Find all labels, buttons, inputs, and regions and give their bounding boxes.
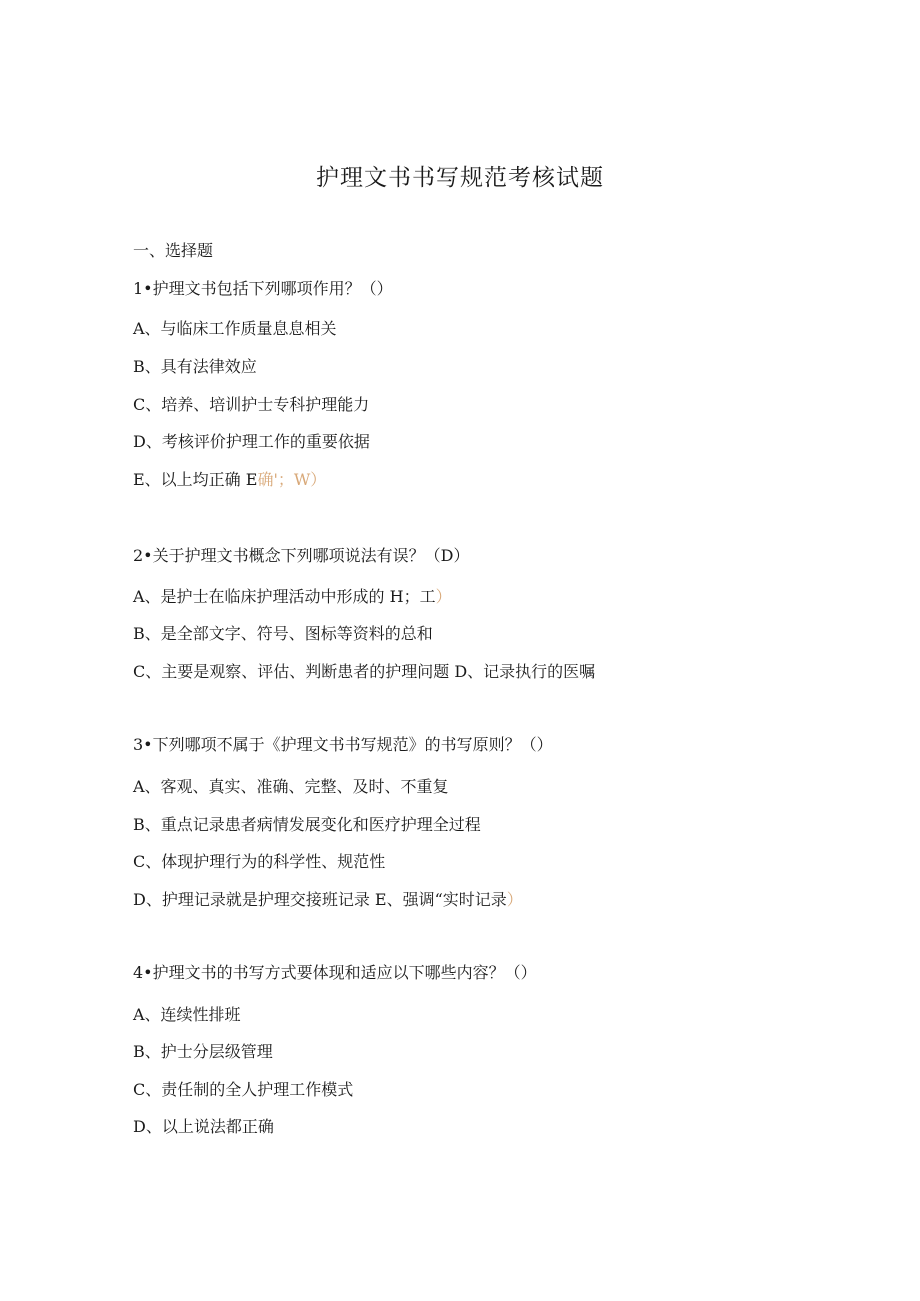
question-3-option-d — [133, 889, 523, 911]
question-2-option-b: B、是全部文字、符号、图标等资料的总和 — [133, 624, 433, 643]
question-3-option-d-text: D、护理记录就是护理交接班记录 E、强调“实时记录 — [133, 890, 507, 909]
question-4-stem: 4•护理文书的书写方式要体现和适应以下哪些内容？（） — [133, 963, 537, 982]
section-heading: 一、选择题 — [133, 241, 214, 260]
question-1-option-b: B、具有法律效应 — [133, 357, 257, 376]
question-4-option-a: A、连续性排班 — [133, 1005, 241, 1024]
question-1-stem: 1•护理文书包括下列哪项作用？（） — [133, 279, 393, 298]
question-2-option-a — [133, 586, 452, 608]
question-2-option-c: C、主要是观察、评估、判断患者的护理问题 D、记录执行的医嘱 — [133, 662, 596, 681]
question-3-option-b: B、重点记录患者病情发展变化和医疗护理全过程 — [133, 815, 481, 834]
question-4-option-c: C、责任制的全人护理工作模式 — [133, 1080, 354, 1099]
question-1-option-c: C、培养、培训护士专科护理能力 — [133, 395, 370, 414]
question-1-option-e-text: E、以上均正确 E — [133, 470, 258, 489]
question-2-option-a-text: A、是护士在临床护理活动中形成的 H；工 — [133, 587, 436, 606]
question-3-option-c: C、体现护理行为的科学性、规范性 — [133, 852, 386, 871]
question-1-option-e-faded-text: 确'；W） — [257, 470, 327, 489]
question-4-option-b: B、护士分层级管理 — [133, 1042, 273, 1061]
question-1-option-e — [133, 469, 326, 491]
question-3-option-d-faded-text: ） — [506, 890, 523, 909]
question-1-option-a: A、与临床工作质量息息相关 — [133, 319, 337, 338]
question-3-stem: 3•下列哪项不属于《护理文书书写规范》的书写原则？（） — [133, 735, 553, 754]
page-title: 护理文书书写规范考核试题 — [316, 165, 604, 191]
question-1-option-d: D、考核评价护理工作的重要依据 — [133, 432, 370, 451]
question-3-option-a: A、客观、真实、准确、完整、及时、不重复 — [133, 777, 449, 796]
question-2-option-a-faded-text: ） — [435, 587, 452, 606]
question-2-stem: 2•关于护理文书概念下列哪项说法有误？（D） — [133, 546, 470, 565]
question-4-option-d: D、以上说法都正确 — [133, 1117, 274, 1136]
